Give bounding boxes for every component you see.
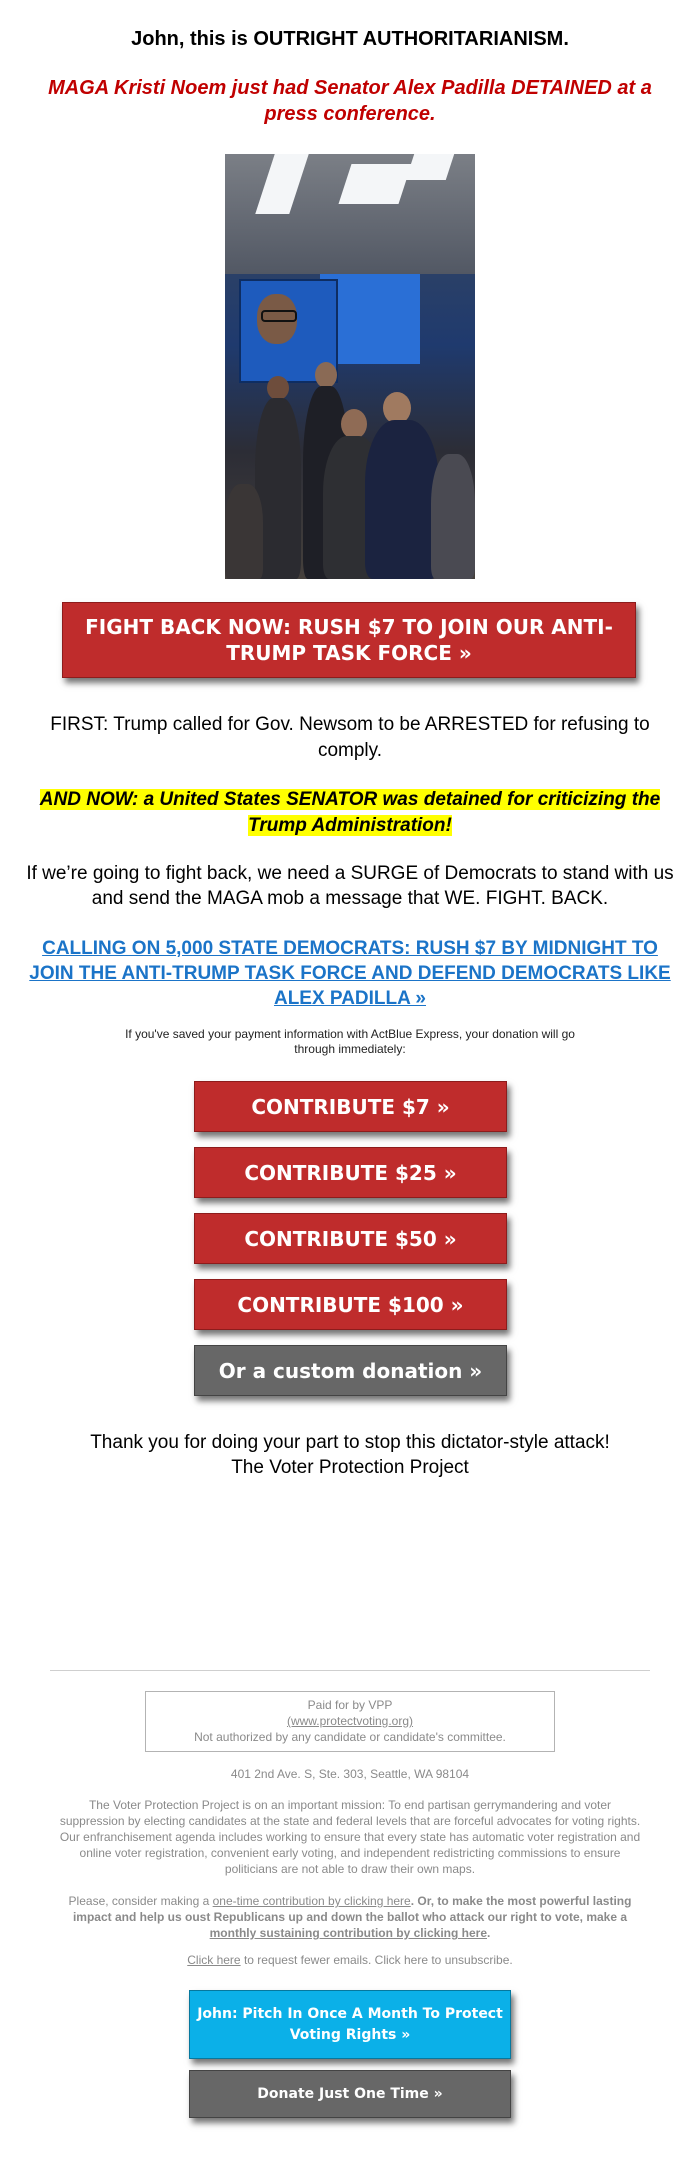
person-head (341, 409, 367, 439)
monthly-donation-button[interactable]: John: Pitch In Once A Month To Protect Voting Rights » (189, 1990, 511, 2059)
person-head (315, 362, 337, 388)
person (225, 484, 263, 579)
contribute-50-button[interactable]: CONTRIBUTE $50 » (194, 1213, 507, 1264)
contribute-25-button[interactable]: CONTRIBUTE $25 » (194, 1147, 507, 1198)
headline: John, this is OUTRIGHT AUTHORITARIANISM. (131, 28, 569, 50)
subheadline: MAGA Kristi Noem just had Senator Alex Padilla DETAINED at a press conference. (48, 77, 652, 125)
consider-paragraph (58, 1893, 642, 1941)
mission-statement: The Voter Protection Project is on an important mission: To end partisan gerrymandering and voter suppression by electing candidates at the state and federal levels that are forceful advocates for voting rights. Our enfranchisement agenda includes working to ensure that every state has automatic voter registration and online voter registration, convenient early voting, and independent redistricting commissions to ensure politicians are not able to draw their own maps. (59, 1798, 641, 1876)
first-paragraph: FIRST: Trump called for Gov. Newsom to be ARRESTED for refusing to comply. (50, 714, 650, 761)
and-now-paragraph (30, 787, 670, 839)
unsubscribe-text[interactable]: to request fewer emails. Click here to unsubscribe. (240, 1953, 513, 1967)
person-head (267, 376, 289, 400)
website-link[interactable]: (www.protectvoting.org) (286, 1714, 414, 1728)
fight-back-cta-button[interactable]: FIGHT BACK NOW: RUSH $7 TO JOIN OUR ANTI-TRUMP TASK FORCE » (62, 602, 636, 678)
not-authorized-text: Not authorized by any candidate or candidate's committee. (194, 1730, 506, 1744)
person (431, 454, 475, 579)
person (365, 420, 439, 579)
consider-bold-text: . Or, to make the most powerful lasting impact and help us oust Republicans up and down the ballot who attack our right to vote, make a (72, 1894, 632, 1924)
monthly-contribution-link[interactable]: monthly sustaining contribution by clicking here (209, 1926, 487, 1940)
signature: The Voter Protection Project (231, 1457, 469, 1478)
paid-for-text: Paid for by VPP (307, 1698, 393, 1712)
fewer-emails-link[interactable]: Click here (187, 1953, 241, 1967)
press-conference-photo[interactable] (225, 154, 475, 579)
and-now-highlight: AND NOW: a United States SENATOR was detained for criticizing the Trump Administration! (39, 789, 661, 836)
footer-divider (50, 1670, 650, 1671)
consider-end: . (487, 1926, 491, 1940)
one-time-contribution-link[interactable]: one-time contribution by clicking here (212, 1894, 411, 1908)
calling-on-democrats-link[interactable]: CALLING ON 5,000 STATE DEMOCRATS: RUSH $7 BY MIDNIGHT TO JOIN THE ANTI-TRUMP TASK FORCE AND DEFEND DEMOCRATS LIKE ALEX PADILLA » (29, 938, 671, 1009)
custom-donation-button[interactable]: Or a custom donation » (194, 1345, 507, 1396)
thanks-line: Thank you for doing your part to stop this dictator-style attack! (90, 1432, 610, 1453)
paid-for-box (145, 1691, 555, 1752)
surge-paragraph: If we’re going to fight back, we need a SURGE of Democrats to stand with us and send the MAGA mob a message that WE. FIGHT. BACK. (26, 863, 674, 909)
mailing-address: 401 2nd Ave. S, Ste. 303, Seattle, WA 98104 (230, 1767, 470, 1781)
actblue-note: If you've saved your payment information with ActBlue Express, your donation will go through immediately: (125, 1027, 575, 1056)
ceiling-light (406, 154, 454, 180)
thanks-block (40, 1430, 660, 1480)
contribute-100-button[interactable]: CONTRIBUTE $100 » (194, 1279, 507, 1330)
contribute-7-button[interactable]: CONTRIBUTE $7 » (194, 1081, 507, 1132)
email-preferences (0, 1953, 700, 1967)
one-time-donation-button[interactable]: Donate Just One Time » (189, 2070, 511, 2118)
consider-prefix: Please, consider making a (68, 1894, 213, 1908)
screen-glasses (261, 310, 297, 322)
